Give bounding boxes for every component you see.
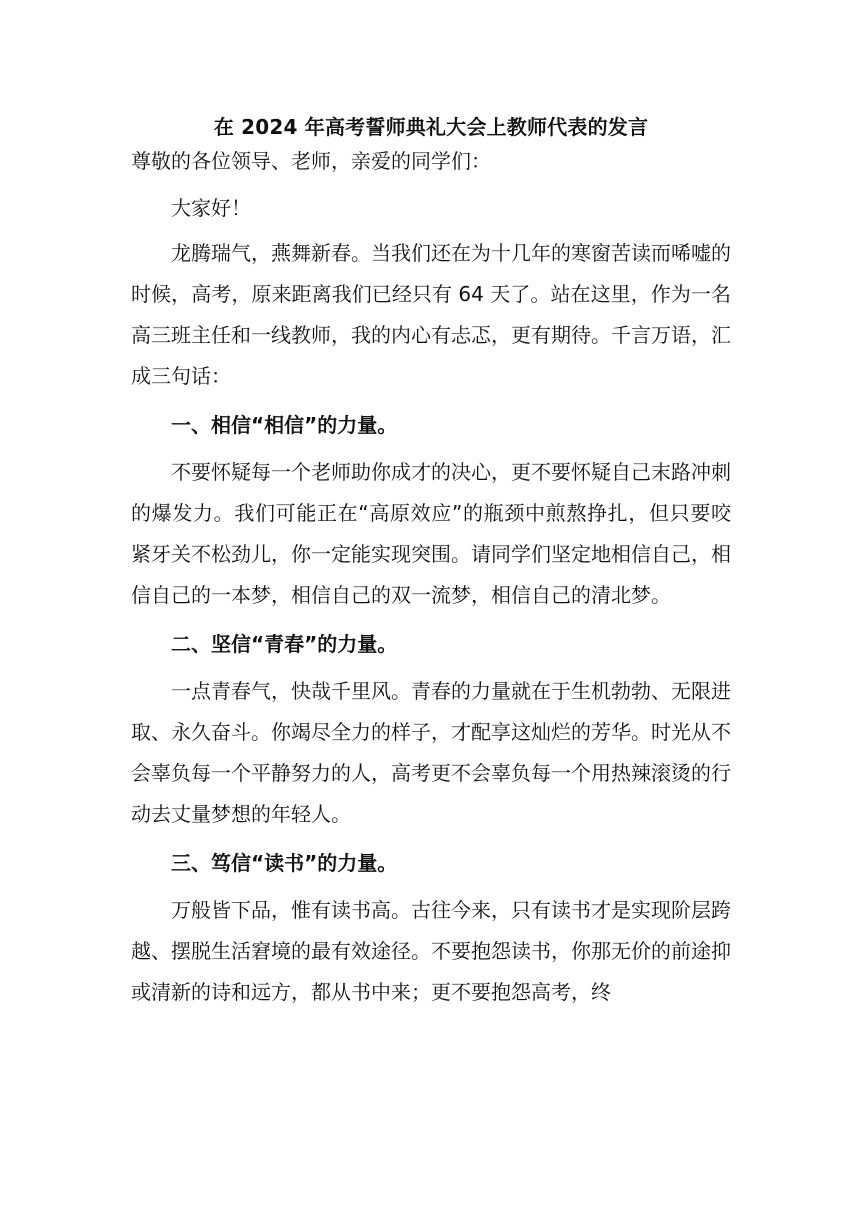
salutation: 尊敬的各位领导、老师，亲爱的同学们： [131, 149, 491, 173]
intro-paragraph: 龙腾瑞气，燕舞新春。当我们还在为十几年的寒窗苦读而唏嘘的时候，高考，原来距离我们已经只有 64 天了。站在这里，作为一名高三班主任和一线教师，我的内心有忐忑，更有期待。千言万语，汇成三句话： [131, 241, 731, 388]
section-heading-1: 一、相信“相信”的力量。 [171, 413, 398, 437]
section-body-2: 一点青春气，快哉千里风。青春的力量就在于生机勃勃、无限进取、永久奋斗。你竭尽全力的样子，才配享这灿烂的芳华。时光从不会辜负每一个平静努力的人，高考更不会辜负每一个用热辣滚烫的行动去丈量梦想的年轻人。 [131, 679, 731, 826]
section-body-3: 万般皆下品，惟有读书高。古往今来，只有读书才是实现阶层跨越、摆脱生活窘境的最有效途径。不要抱怨读书，你那无价的前途抑或清新的诗和远方，都从书中来；更不要抱怨高考，终 [131, 898, 731, 1004]
section-body-1: 不要怀疑每一个老师助你成才的决心，更不要怀疑自己末路冲刺的爆发力。我们可能正在“高原效应”的瓶颈中煎熬挣扎，但只要咬紧牙关不松劲儿，你一定能实现突围。请同学们坚定地相信自己，相信自己的一本梦，相信自己的双一流梦，相信自己的清北梦。 [131, 460, 731, 607]
document-body [131, 110, 731, 1013]
document-title: 在 2024 年高考誓师典礼大会上教师代表的发言 [213, 115, 649, 139]
section-heading-2: 二、坚信“青春”的力量。 [171, 632, 398, 656]
section-heading-3: 三、笃信“读书”的力量。 [171, 851, 398, 875]
greeting-paragraph: 大家好！ [171, 196, 251, 220]
